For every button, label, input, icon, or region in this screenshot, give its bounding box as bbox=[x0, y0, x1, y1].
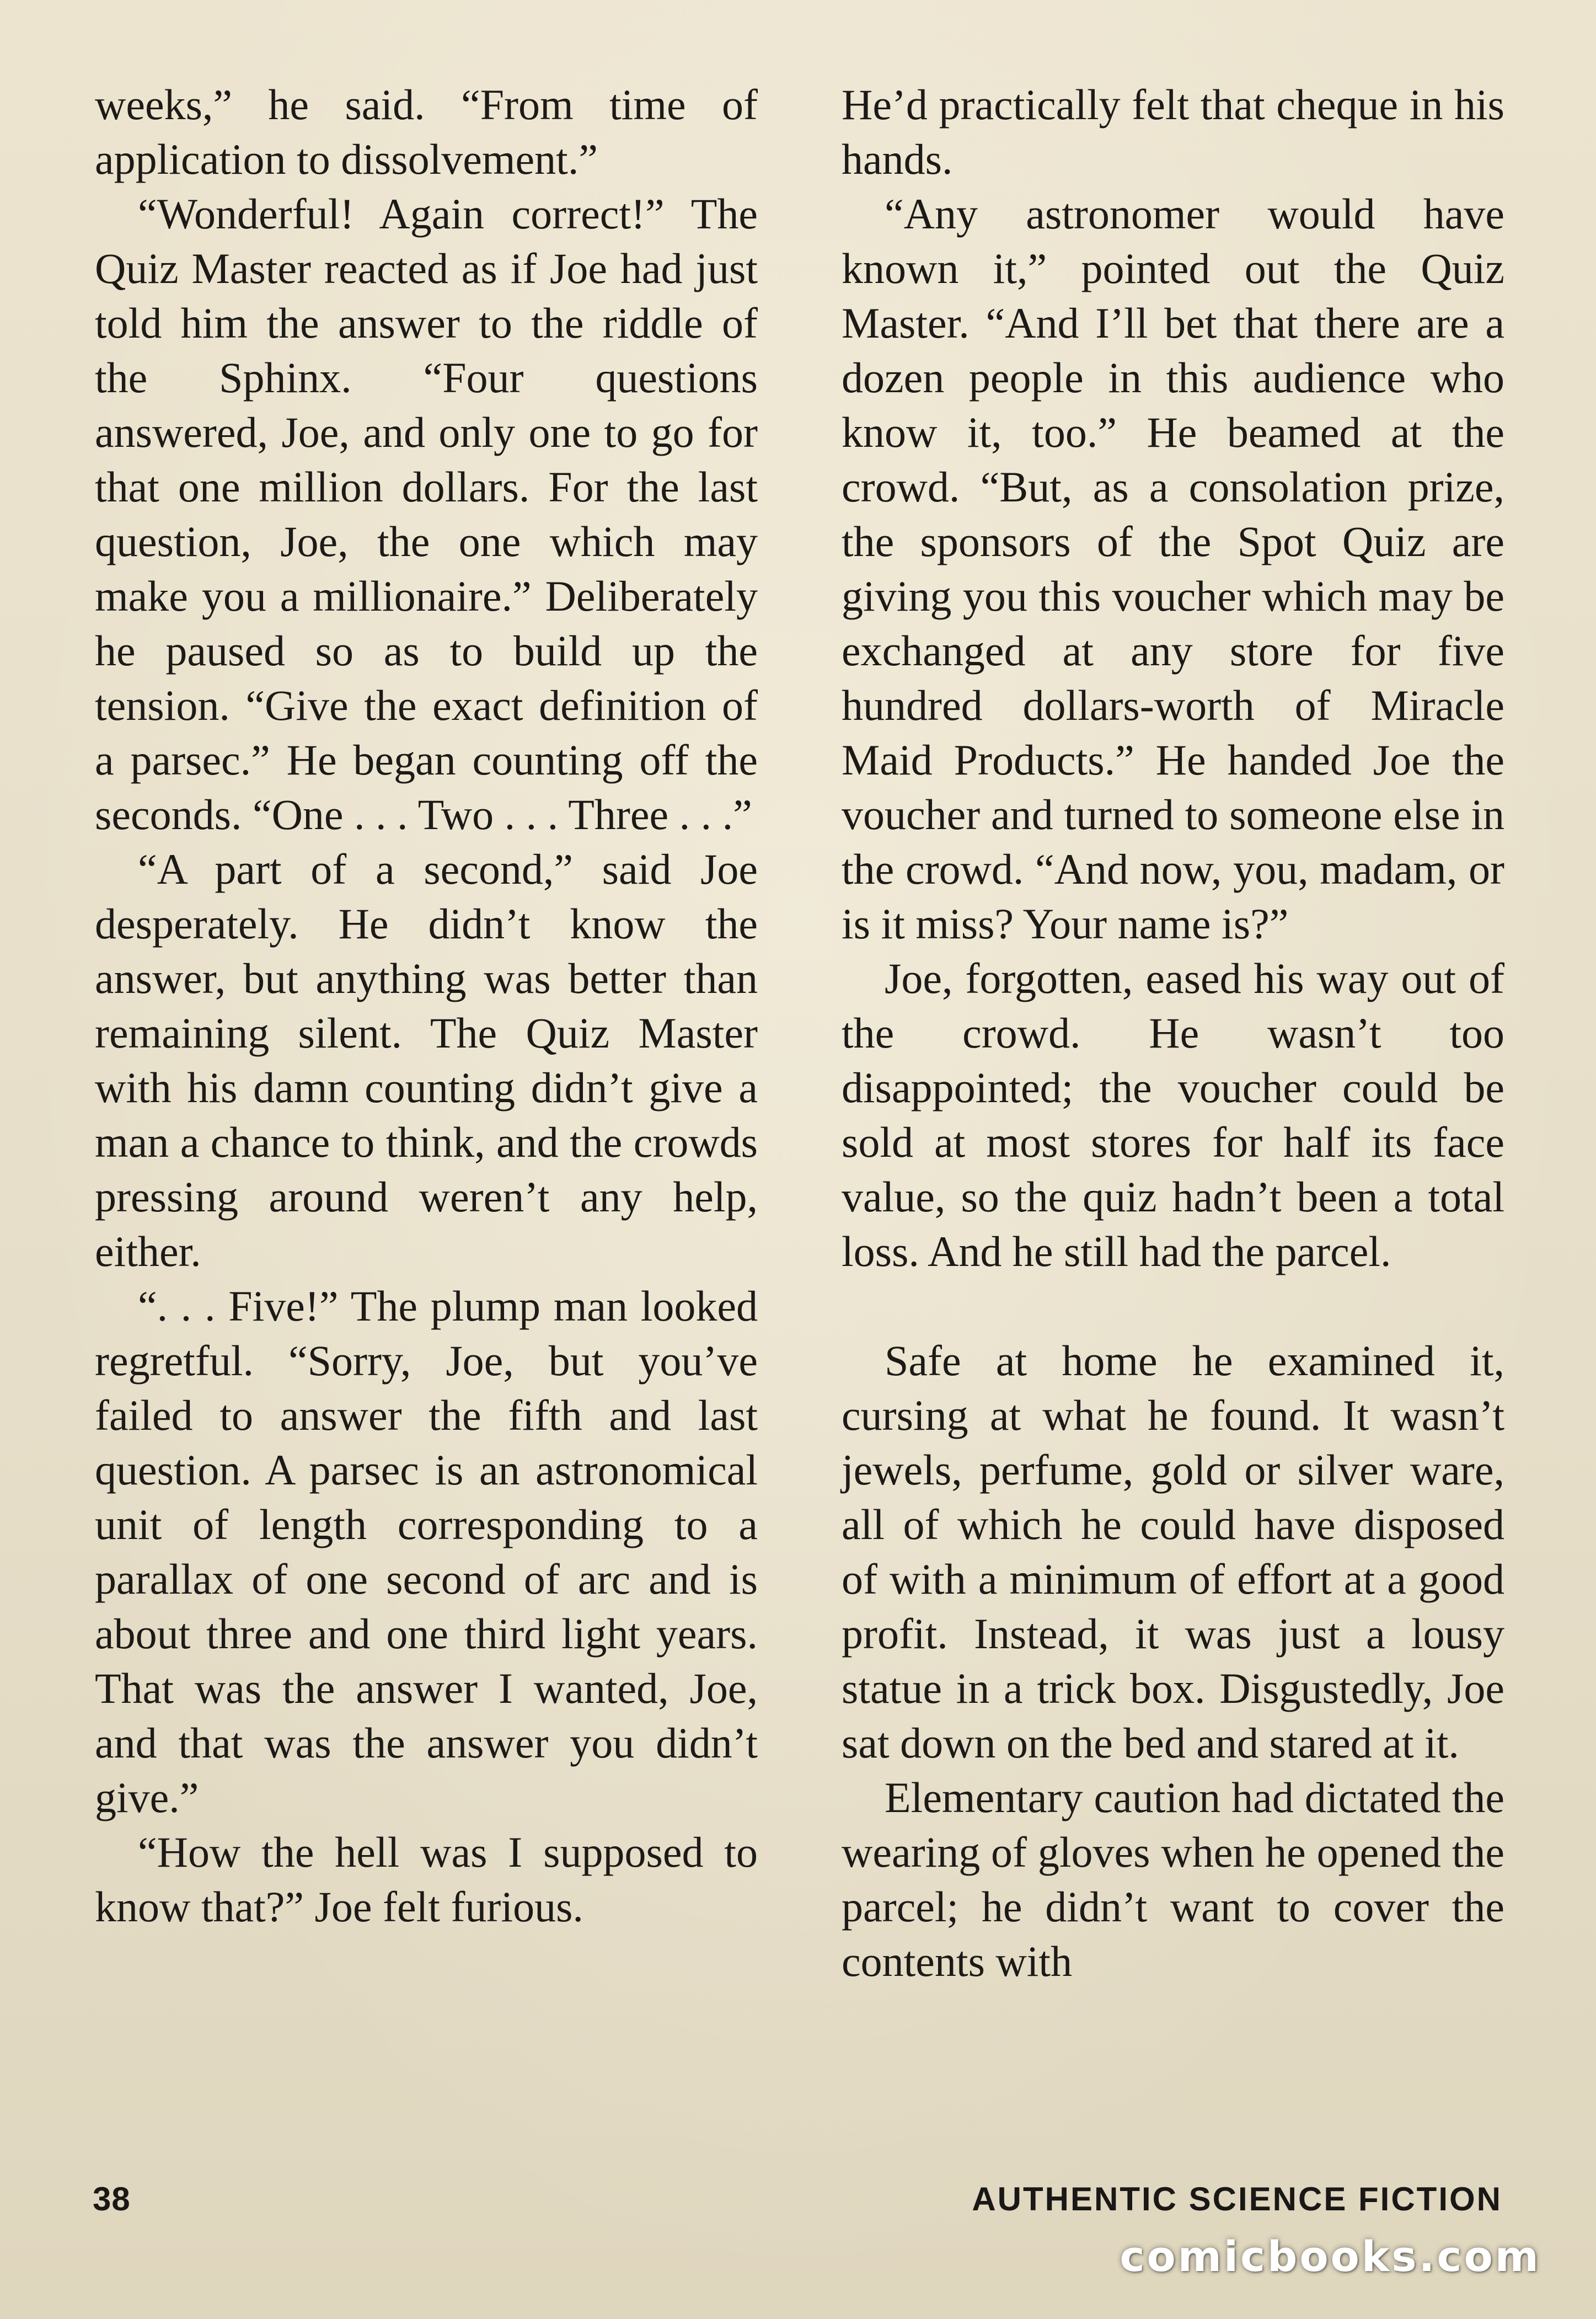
paragraph: “How the hell was I supposed to know that?” Joe felt furious. bbox=[95, 1828, 758, 1931]
paragraph: weeks,” he said. “From time of application to dissolvement.” bbox=[95, 81, 758, 183]
paragraph: Elementary caution had dictated the wearing of gloves when he opened the parcel; he didn’t want to cover the contents with bbox=[842, 1773, 1504, 1985]
paragraph: He’d practically felt that cheque in his hands. bbox=[842, 81, 1504, 183]
watermark: comicbooks.com bbox=[1120, 2232, 1541, 2281]
text-column-left bbox=[95, 77, 758, 1934]
paragraph: “Wonderful! Again correct!” The Quiz Master reacted as if Joe had just told him the answer to the riddle of the Sphinx. “Four questions answered, Joe, and only one to go for that one million dollars. For the last question, Joe, the one which may make you a millionaire.” Deliberately he paused so as to build up the tension. “Give the exact definition of a parsec.” He began counting off the seconds. “One . . . Two . . . Three . . .” bbox=[95, 190, 758, 838]
page-number: 38 bbox=[93, 2181, 131, 2218]
running-title: AUTHENTIC SCIENCE FICTION bbox=[972, 2181, 1502, 2218]
paragraph: “Any astronomer would have known it,” pointed out the Quiz Master. “And I’ll bet that there are a dozen people in this audience who know it, too.” He beamed at the crowd. “But, as a consolation prize, the sponsors of the Spot Quiz are giving you this voucher which may be exchanged at any store for five hundred dollars-worth of Miracle Maid Products.” He handed Joe the voucher and turned to someone else in the crowd. “And now, you, madam, or is it miss? Your name is?” bbox=[842, 190, 1504, 948]
paragraph: “A part of a second,” said Joe desperately. He didn’t know the answer, but anything was better than remaining silent. The Quiz Master with his damn counting didn’t give a man a chance to think, and the crowds pressing around weren’t any help, either. bbox=[95, 845, 758, 1275]
paragraph: “. . . Five!” The plump man looked regretful. “Sorry, Joe, but you’ve failed to answer the fifth and last question. A parsec is an astronomical unit of length corresponding to a parallax of one second of arc and is about three and one third light years. That was the answer I wanted, Joe, and that was the answer you didn’t give.” bbox=[95, 1282, 758, 1821]
paragraph: Joe, forgotten, eased his way out of the crowd. He wasn’t too disappointed; the voucher could be sold at most stores for half its face value, so the quiz hadn’t been a total loss. And he still had the parcel. bbox=[842, 954, 1504, 1275]
paragraph: Safe at home he examined it, cursing at what he found. It wasn’t jewels, perfume, gold or silver ware, all of which he could have disposed of with a minimum of effort at a good profit. Instead, it was just a lousy statue in a trick box. Disgustedly, Joe sat down on the bed and stared at it. bbox=[842, 1337, 1504, 1767]
text-column-right bbox=[842, 77, 1504, 1989]
